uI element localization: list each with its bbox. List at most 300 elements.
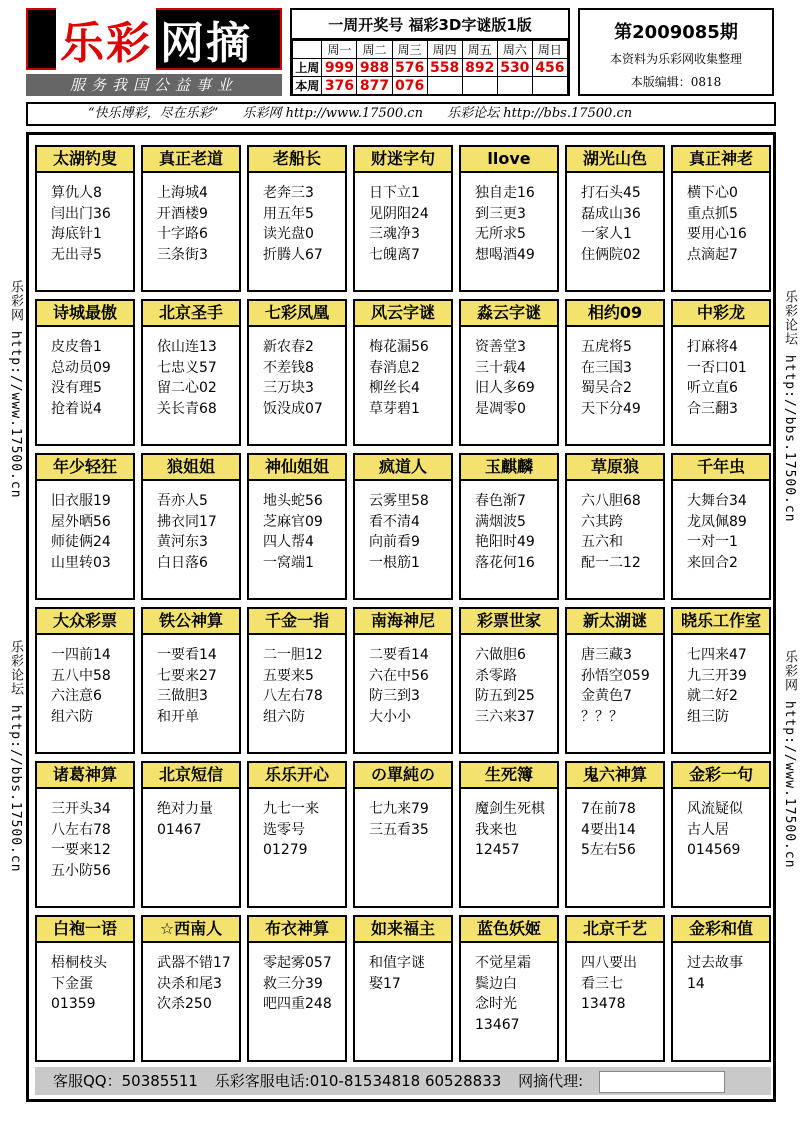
side-text-left-top: 乐彩网 http://www.17500.cn: [8, 280, 23, 499]
card-line: 01279: [263, 842, 308, 858]
card-line: 三五看35: [369, 821, 429, 838]
puzzle-card: [671, 299, 771, 446]
card-line: 独自走16: [475, 185, 535, 201]
card-line: 吾亦人5: [157, 493, 208, 509]
issue-number: 第2009085期: [614, 22, 738, 43]
puzzle-card: [565, 607, 665, 754]
card-title: 布衣神算: [249, 917, 345, 943]
card-body: [461, 327, 557, 419]
card-line: 龙凤佩89: [687, 513, 747, 530]
card-line: 三万块3: [263, 380, 314, 396]
puzzle-card: [141, 145, 241, 292]
source-note: 本资料为乐彩网收集整理: [609, 52, 742, 66]
card-line: 二要看14: [369, 647, 429, 663]
card-body: [673, 327, 769, 419]
puzzle-card: [459, 299, 559, 446]
puzzle-card: [141, 915, 241, 1062]
card-line: 旧人多69: [475, 380, 535, 396]
card-line: 五八中58: [51, 667, 111, 684]
card-title: 北京圣手: [143, 301, 239, 327]
puzzle-card: [459, 453, 559, 600]
card-title: 鬼六神算: [567, 763, 663, 789]
card-line: 没有理5: [51, 380, 102, 396]
puzzle-card: [141, 299, 241, 446]
card-body: [461, 481, 557, 573]
card-title: 疯道人: [355, 455, 451, 481]
card-line: 天下分49: [581, 400, 641, 417]
puzzle-card: [247, 915, 347, 1062]
card-title: 南海神尼: [355, 609, 451, 635]
card-body: [673, 943, 769, 994]
card-line: 配一二12: [581, 554, 641, 571]
card-line: 吧四重248: [263, 996, 332, 1012]
card-line: 过去故事: [687, 955, 743, 971]
day-label: 周五: [462, 41, 497, 59]
card-title: 金彩和值: [673, 917, 769, 943]
card-line: 日下立1: [369, 185, 420, 201]
card-line: 满烟波5: [475, 513, 526, 530]
card-line: 12457: [475, 842, 520, 858]
card-line: 选零号: [263, 821, 305, 838]
puzzle-card: [565, 761, 665, 908]
draw-number: 576: [392, 59, 427, 77]
card-title: 白袍一语: [37, 917, 133, 943]
card-body: [461, 173, 557, 265]
forum-link[interactable]: 乐彩论坛 http://bbs.17500.cn: [447, 106, 633, 121]
logo-text-a: 乐彩: [56, 7, 156, 71]
card-body: [249, 327, 345, 419]
card-title: ☆西南人: [143, 917, 239, 943]
card-body: [461, 635, 557, 727]
card-line: 鬓边白: [475, 975, 517, 992]
puzzle-card: [565, 145, 665, 292]
support-phone: 乐彩客服电话:010-81534818 60528833: [214, 1072, 502, 1090]
days-row: [293, 41, 568, 59]
card-line: 梧桐枝头: [51, 955, 107, 971]
card-line: 七要来27: [157, 667, 217, 684]
puzzle-card: [141, 607, 241, 754]
puzzle-card: [247, 145, 347, 292]
card-line: 一家人1: [581, 226, 632, 242]
card-line: 七四来47: [687, 647, 747, 663]
puzzle-board: [26, 132, 776, 1102]
card-title: 淼云字谜: [461, 301, 557, 327]
card-line: 二一胆12: [263, 647, 323, 663]
card-body: [143, 481, 239, 573]
puzzle-card: [35, 145, 135, 292]
card-line: 13467: [475, 1016, 520, 1033]
card-title: 年少轻狂: [37, 455, 133, 481]
card-line: 想喝酒49: [475, 246, 535, 263]
card-line: 组三防: [687, 708, 729, 725]
card-line: 杀零路: [475, 667, 517, 684]
site-link[interactable]: 乐彩网 http://www.17500.cn: [242, 106, 423, 121]
card-title: 七彩凤凰: [249, 301, 345, 327]
card-body: [673, 173, 769, 265]
card-line: 住俩院02: [581, 246, 641, 263]
card-line: 开酒楼9: [157, 205, 208, 222]
card-line: 绝对力量: [157, 801, 213, 817]
draw-number: 877: [357, 77, 392, 95]
puzzle-card: [353, 607, 453, 754]
card-line: 一否口01: [687, 359, 747, 376]
draw-number: 558: [427, 59, 462, 77]
card-line: 一窝端1: [263, 554, 314, 571]
card-line: 和开单: [157, 708, 199, 725]
card-title: 铁公神算: [143, 609, 239, 635]
card-body: [249, 789, 345, 861]
puzzle-card: [35, 915, 135, 1062]
card-line: 在三国3: [581, 359, 632, 376]
card-line: 决杀和尾3: [157, 975, 222, 992]
card-line: 地头蛇56: [263, 493, 323, 509]
card-line: 看三七: [581, 975, 623, 992]
card-title: 风云字谜: [355, 301, 451, 327]
tagline-quote: “快乐博彩，尽在乐彩”: [88, 106, 219, 121]
card-line: 闫出门36: [51, 205, 111, 222]
puzzle-card: [141, 453, 241, 600]
card-body: [567, 943, 663, 1015]
card-title: 生死簿: [461, 763, 557, 789]
puzzle-card: [247, 607, 347, 754]
draw-number: 456: [532, 59, 567, 77]
card-body: [567, 789, 663, 861]
card-line: 六八胆68: [581, 493, 641, 509]
card-body: [249, 943, 345, 1015]
card-line: 六注意6: [51, 688, 102, 704]
draw-number: 076: [392, 77, 427, 95]
card-line: 白日落6: [157, 554, 208, 571]
card-line: 三魂净3: [369, 226, 420, 242]
card-title: 千年虫: [673, 455, 769, 481]
card-body: [37, 635, 133, 727]
puzzle-card: [459, 915, 559, 1062]
draw-table: [292, 40, 568, 95]
card-line: 零起雾057: [263, 955, 332, 971]
card-line: 五虎将5: [581, 339, 632, 355]
card-line: 娶17: [369, 975, 401, 992]
card-line: 组六防: [51, 708, 93, 725]
card-body: [567, 635, 663, 727]
puzzle-card: [247, 299, 347, 446]
draw-number: 530: [497, 59, 532, 77]
card-title: 诗城最傲: [37, 301, 133, 327]
card-line: 三六来37: [475, 708, 535, 725]
card-line: 四人帮4: [263, 534, 314, 550]
panel-title: 一周开奖号 福彩3D字谜版1版: [292, 10, 568, 40]
card-line: 关长青68: [157, 400, 217, 417]
draw-number: 376: [322, 77, 357, 95]
tagline-bar: [26, 102, 776, 126]
logo-text-b: 网摘: [160, 18, 252, 69]
card-title: 湖光山色: [567, 147, 663, 173]
puzzle-card: [671, 915, 771, 1062]
card-line: 艳阳时49: [475, 534, 535, 550]
card-title: 太湖钓叟: [37, 147, 133, 173]
card-line: 不觉星霜: [475, 955, 531, 971]
card-line: 要用心16: [687, 226, 747, 242]
row-label: 上周: [293, 59, 322, 77]
card-line: 01467: [157, 821, 202, 838]
card-line: 014569: [687, 842, 741, 858]
puzzle-card: [671, 761, 771, 908]
support-qq: 客服QQ：50385511: [53, 1072, 198, 1090]
card-line: 就二好2: [687, 688, 738, 704]
card-line: 5左右56: [581, 842, 636, 858]
card-line: 到三更3: [475, 205, 526, 222]
card-body: [143, 635, 239, 727]
card-line: 新农春2: [263, 339, 314, 355]
card-body: [355, 943, 451, 994]
card-line: 春消息2: [369, 359, 420, 376]
card-line: 六其跨: [581, 513, 623, 530]
puzzle-card: [35, 761, 135, 908]
card-line: 念时光: [475, 996, 517, 1012]
card-body: [461, 789, 557, 861]
card-body: [567, 327, 663, 419]
card-title: 神仙姐姐: [249, 455, 345, 481]
card-title: 乐乐开心: [249, 763, 345, 789]
card-title: 中彩龙: [673, 301, 769, 327]
card-body: [37, 943, 133, 1015]
card-line: 4要出14: [581, 821, 636, 838]
card-line: 无所求5: [475, 226, 526, 242]
card-line: 见阴阳24: [369, 205, 429, 222]
card-body: [143, 789, 239, 840]
puzzle-card: [353, 915, 453, 1062]
card-line: 防五到25: [475, 688, 535, 704]
card-line: 救三分39: [263, 975, 323, 992]
this-week-row: [293, 77, 568, 95]
card-line: 云雾里58: [369, 493, 429, 509]
card-title: 真正老道: [143, 147, 239, 173]
card-title: llove: [461, 147, 557, 173]
editor-note: 本版编辑：0818: [630, 75, 722, 89]
card-body: [567, 173, 663, 265]
side-text-left-bottom: 乐彩论坛 http://bbs.17500.cn: [8, 640, 23, 873]
puzzle-card: [353, 299, 453, 446]
puzzle-card: [671, 145, 771, 292]
card-line: 打石头45: [581, 185, 641, 201]
card-line: 一根筋1: [369, 554, 420, 571]
side-text-right-top: 乐彩论坛 http://bbs.17500.cn: [782, 290, 797, 523]
card-line: 五要来5: [263, 667, 314, 684]
card-title: 北京千艺: [567, 917, 663, 943]
puzzle-card: [35, 453, 135, 600]
card-line: 磊成山36: [581, 205, 641, 222]
card-line: 抢着说4: [51, 400, 102, 417]
card-line: 听立直6: [687, 380, 738, 396]
logo: [26, 8, 282, 70]
card-title: 北京短信: [143, 763, 239, 789]
card-body: [567, 481, 663, 573]
card-line: 依山连13: [157, 339, 217, 355]
card-line: 山里转03: [51, 554, 111, 571]
puzzle-card: [35, 607, 135, 754]
card-line: 蜀吴合2: [581, 380, 632, 396]
card-line: 六做胆6: [475, 647, 526, 663]
card-line: 7在前78: [581, 801, 636, 817]
card-line: 13478: [581, 996, 626, 1012]
card-line: 三十载4: [475, 359, 526, 376]
puzzle-card: [565, 299, 665, 446]
card-line: 01359: [51, 996, 96, 1012]
card-line: 我来也: [475, 821, 517, 838]
puzzle-card: [353, 761, 453, 908]
card-title: 新太湖谜: [567, 609, 663, 635]
card-line: 柳丝长4: [369, 380, 420, 396]
card-title: 大众彩票: [37, 609, 133, 635]
draw-number: 999: [322, 59, 357, 77]
footer-bar: [35, 1067, 771, 1095]
card-line: 读光盘0: [263, 226, 314, 242]
weekly-draw-panel: [290, 8, 570, 96]
puzzle-card: [353, 453, 453, 600]
card-title: 晓乐工作室: [673, 609, 769, 635]
card-line: 风流疑似: [687, 801, 743, 817]
card-line: 黄河东3: [157, 534, 208, 550]
card-title: 相约09: [567, 301, 663, 327]
card-line: 七九来79: [369, 801, 429, 817]
card-line: 九三开39: [687, 667, 747, 684]
card-line: 是凋零0: [475, 400, 526, 417]
card-line: 打麻将4: [687, 339, 738, 355]
card-line: 拂衣同17: [157, 513, 217, 530]
puzzle-card: [459, 761, 559, 908]
card-line: 孙悟空059: [581, 667, 650, 684]
card-title: 彩票世家: [461, 609, 557, 635]
card-line: 十字路6: [157, 226, 208, 242]
card-line: 向前看9: [369, 534, 420, 550]
draw-number: 988: [357, 59, 392, 77]
card-line: 五小防56: [51, 862, 111, 879]
card-line: 三做胆3: [157, 688, 208, 704]
card-line: 总动员09: [51, 359, 111, 376]
card-line: 师徒俩24: [51, 534, 111, 550]
draw-number: 892: [462, 59, 497, 77]
card-line: 资善堂3: [475, 339, 526, 355]
card-line: 旧衣服19: [51, 493, 111, 509]
card-line: 芝麻官09: [263, 513, 323, 530]
card-line: ？？？: [581, 708, 623, 725]
puzzle-card: [141, 761, 241, 908]
card-line: 魔剑生死棋: [475, 801, 545, 817]
card-line: 和值字谜: [369, 955, 425, 971]
card-title: の單純の: [355, 763, 451, 789]
card-line: 下金蛋: [51, 975, 93, 992]
card-line: 八左右78: [263, 688, 323, 704]
card-line: 七忠义57: [157, 359, 217, 376]
card-line: 留二心02: [157, 380, 217, 396]
card-line: 三开头34: [51, 801, 111, 817]
card-line: 春色渐7: [475, 493, 526, 509]
card-line: 14: [687, 975, 705, 992]
card-line: 折腾人67: [263, 246, 323, 263]
card-line: 七魄离7: [369, 246, 420, 263]
draw-number: [532, 77, 567, 95]
card-line: 一四前14: [51, 647, 111, 663]
card-body: [355, 789, 451, 840]
puzzle-grid: [35, 145, 771, 1062]
card-body: [37, 481, 133, 573]
card-line: 重点抓5: [687, 205, 738, 222]
card-title: 老船长: [249, 147, 345, 173]
card-line: 上海城4: [157, 185, 208, 201]
card-line: 九七一来: [263, 801, 319, 817]
card-line: 横下心0: [687, 185, 738, 201]
card-line: 次杀250: [157, 996, 212, 1012]
card-title: 诸葛神算: [37, 763, 133, 789]
card-title: 狼姐姐: [143, 455, 239, 481]
puzzle-card: [671, 607, 771, 754]
card-line: 梅花漏56: [369, 339, 429, 355]
card-line: 防三到3: [369, 688, 420, 704]
card-line: 点滴起7: [687, 246, 738, 263]
puzzle-card: [459, 607, 559, 754]
card-line: 武器不错17: [157, 955, 231, 971]
card-line: 大舞台34: [687, 493, 747, 509]
day-label: 周三: [392, 41, 427, 59]
card-line: 无出寻5: [51, 246, 102, 263]
card-line: 看不清4: [369, 513, 420, 530]
puzzle-card: [353, 145, 453, 292]
card-body: [673, 481, 769, 573]
card-line: 一要来12: [51, 842, 111, 858]
card-body: [355, 173, 451, 265]
card-line: 六在中56: [369, 667, 429, 684]
card-body: [37, 789, 133, 881]
card-line: 一要看14: [157, 647, 217, 663]
card-title: 财迷字句: [355, 147, 451, 173]
card-line: 皮皮鲁1: [51, 339, 102, 355]
card-line: 大小小: [369, 708, 411, 725]
issue-panel: [578, 8, 774, 96]
day-label: 周一: [322, 41, 357, 59]
card-line: 老奔三3: [263, 185, 314, 201]
day-label: 周六: [497, 41, 532, 59]
day-label: 周日: [532, 41, 567, 59]
card-line: 金黄色7: [581, 688, 632, 704]
card-line: 算仇人8: [51, 185, 102, 201]
day-label: 周四: [427, 41, 462, 59]
card-title: 蓝色妖姬: [461, 917, 557, 943]
card-line: 不差钱8: [263, 359, 314, 376]
card-title: 草原狼: [567, 455, 663, 481]
card-line: 三条街3: [157, 246, 208, 263]
agent-input[interactable]: [599, 1071, 725, 1093]
puzzle-card: [565, 453, 665, 600]
draw-number: [497, 77, 532, 95]
agent-label: 网摘代理:: [518, 1072, 584, 1090]
card-body: [355, 635, 451, 727]
card-title: 如来福主: [355, 917, 451, 943]
card-line: 合三翻3: [687, 400, 738, 417]
card-line: 五六和: [581, 534, 623, 550]
draw-number: [427, 77, 462, 95]
card-body: [37, 327, 133, 419]
card-line: 八左右78: [51, 821, 111, 838]
last-week-row: [293, 59, 568, 77]
row-label: 本周: [293, 77, 322, 95]
card-line: 一对一1: [687, 534, 738, 550]
card-body: [143, 327, 239, 419]
card-body: [673, 789, 769, 861]
card-line: 来回合2: [687, 554, 738, 571]
card-line: 古人居: [687, 821, 729, 838]
puzzle-card: [35, 299, 135, 446]
card-line: 用五年5: [263, 205, 314, 222]
puzzle-card: [247, 453, 347, 600]
